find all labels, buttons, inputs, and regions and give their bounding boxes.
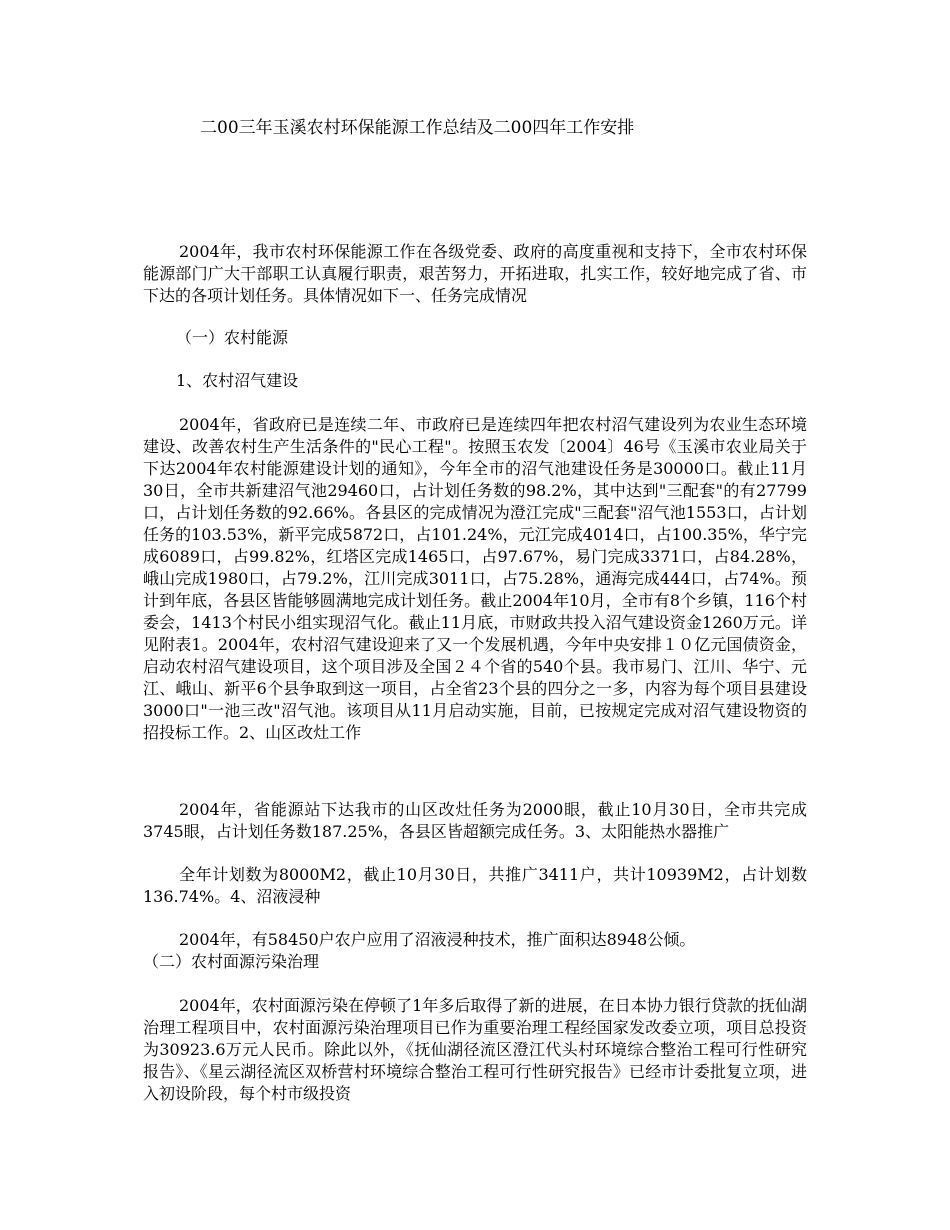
section-heading-rural-energy: （一）农村能源 xyxy=(176,328,289,347)
biogas-paragraph: 2004年，省政府已是连续二年、市政府已是连续四年把农村沼气建设列为农业生态环境建设、改善农村生产生活条件的"民心工程"。按照玉农发〔2004〕46号《玉溪市农业局关于下达2004年农村能源建设计划的通知》，今年全市的沼气池建设任务是30000口。截止11月30日，全市共新建沼气池29460口，占计划任务数的98.2%，其中达到"三配套"的有27799口，占计划任务数的92.66%。各县区的完成情况为澄江完成"三配套"沼气池1553口，占计划任务的103.53%，新平完成5872口，占101.24%，元江完成4014口，占100.35%，华宁完成6089口，占99.82%，红塔区完成1465口，占97.67%，易门完成3371口，占84.28%，峨山完成1980口，占79.2%，江川完成3011口，占75.28%，通海完成444口，占74%。预计到年底，各县区皆能够圆满地完成计划任务。截止2004年10月，全市有8个乡镇，116个村委会，1413个村民小组实现沼气化。截止11月底，市财政共投入沼气建设资金1260万元。详见附表1。2004年，农村沼气建设迎来了又一个发展机遇，今年中央安排１０亿元国债资金，启动农村沼气建设项目，这个项目涉及全国２４个省的540个县。我市易门、江川、华宁、元江、峨山、新平6个县争取到这一项目，占全省23个县的四分之一多，内容为每个项目县建设3000口"一池三改"沼气池。该项目从11月启动实施，目前，已按规定完成对沼气建设物资的招投标工作。2、山区改灶工作 xyxy=(143,415,807,742)
intro-paragraph: 2004年，我市农村环保能源工作在各级党委、政府的高度重视和支持下，全市农村环保能源部门广大干部职工认真履行职责，艰苦努力，开拓进取，扎实工作，较好地完成了省、市下达的各项计划任务。具体情况如下一、任务完成情况 xyxy=(143,242,807,305)
solar-paragraph: 全年计划数为8000M2，截止10月30日，共推广3411户，共计10939M2，占计划数136.74%。4、沼液浸种 xyxy=(143,865,807,906)
pollution-paragraph: 2004年，农村面源污染在停顿了1年多后取得了新的进展，在日本协力银行贷款的抚仙湖治理工程项目中，农村面源污染治理项目已作为重要治理工程经国家发改委立项，项目总投资为30923.6万元人民币。除此以外，《抚仙湖径流区澄江代头村环境综合整治工程可行性研究报告》、《星云湖径流区双桥营村环境综合整治工程可行性研究报告》已经市计委批复立项，进入初设阶段，每个村市级投资 xyxy=(143,996,807,1103)
seed-soak-paragraph: 2004年，有58450户农户应用了沼液浸种技术，推广面积达8948公倾。 xyxy=(179,930,696,949)
section-heading-pollution: （二）农村面源污染治理 xyxy=(143,952,320,971)
stove-paragraph: 2004年，省能源站下达我市的山区改灶任务为2000眼，截止10月30日，全市共完成3745眼，占计划任务数187.25%，各县区皆超额完成任务。3、太阳能热水器推广 xyxy=(143,800,807,841)
document-title: 二00三年玉溪农村环保能源工作总结及二00四年工作安排 xyxy=(200,118,635,138)
subsection-heading-biogas: 1、农村沼气建设 xyxy=(176,371,299,390)
